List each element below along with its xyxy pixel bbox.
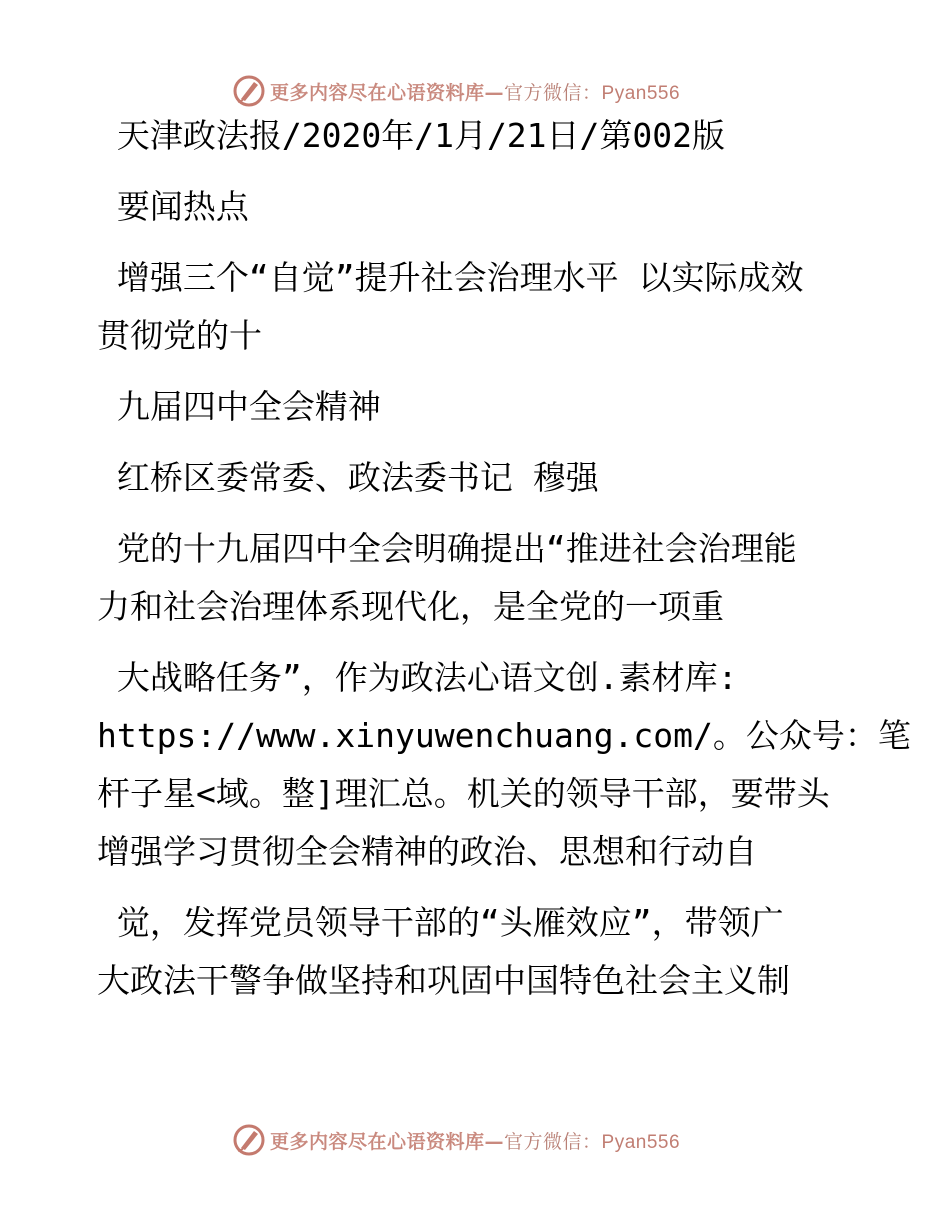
author-line: 红桥区委常委、政法委书记 穆强 <box>97 458 599 497</box>
headline-line-1: 增强三个“自觉”提升社会治理水平 以实际成效 <box>97 258 804 297</box>
seal-logo-icon <box>232 1123 266 1157</box>
watermark-text <box>270 78 680 105</box>
section-label: 要闻热点 <box>97 187 249 226</box>
watermark-contact-label: 官方微信： <box>504 1130 602 1153</box>
watermark-contact-id: Pyan556 <box>601 1131 681 1153</box>
headline-line-2: 贯彻党的十 <box>97 316 262 355</box>
publication-line: 天津政法报/2020年/1月/21日/第002版 <box>97 116 726 155</box>
watermark-contact-id: Pyan556 <box>601 82 681 104</box>
bottom-watermark-banner <box>0 1120 950 1160</box>
watermark-prefix: 更多内容尽在心语资料库 <box>270 1130 485 1153</box>
watermark-dash: — <box>484 1130 505 1153</box>
body-line-7: 觉，发挥党员领导干部的“头雁效应”，带领广 <box>97 903 784 942</box>
watermark-dash: — <box>484 81 505 104</box>
watermark-contact-label: 官方微信： <box>504 81 602 104</box>
body-line-8: 大政法干警争做坚持和巩固中国特色社会主义制 <box>97 961 790 1000</box>
watermark-text <box>270 1127 680 1154</box>
seal-logo-icon <box>232 74 266 108</box>
document-body <box>97 116 911 1000</box>
body-line-5: 杆子星<域。整]理汇总。机关的领导干部，要带头 <box>97 774 830 813</box>
body-line-6: 增强学习贯彻全会精神的政治、思想和行动自 <box>97 832 757 871</box>
headline-line-3: 九届四中全会精神 <box>97 387 381 426</box>
body-line-2: 力和社会治理体系现代化，是全党的一项重 <box>97 587 724 626</box>
body-line-4: https://www.xinyuwenchuang.com/。公众号：笔 <box>97 716 911 755</box>
top-watermark-banner <box>0 71 950 111</box>
body-line-3: 大战略任务”，作为政法心语文创.素材库: <box>97 658 738 697</box>
body-line-1: 党的十九届四中全会明确提出“推进社会治理能 <box>97 529 797 568</box>
watermark-prefix: 更多内容尽在心语资料库 <box>270 81 485 104</box>
